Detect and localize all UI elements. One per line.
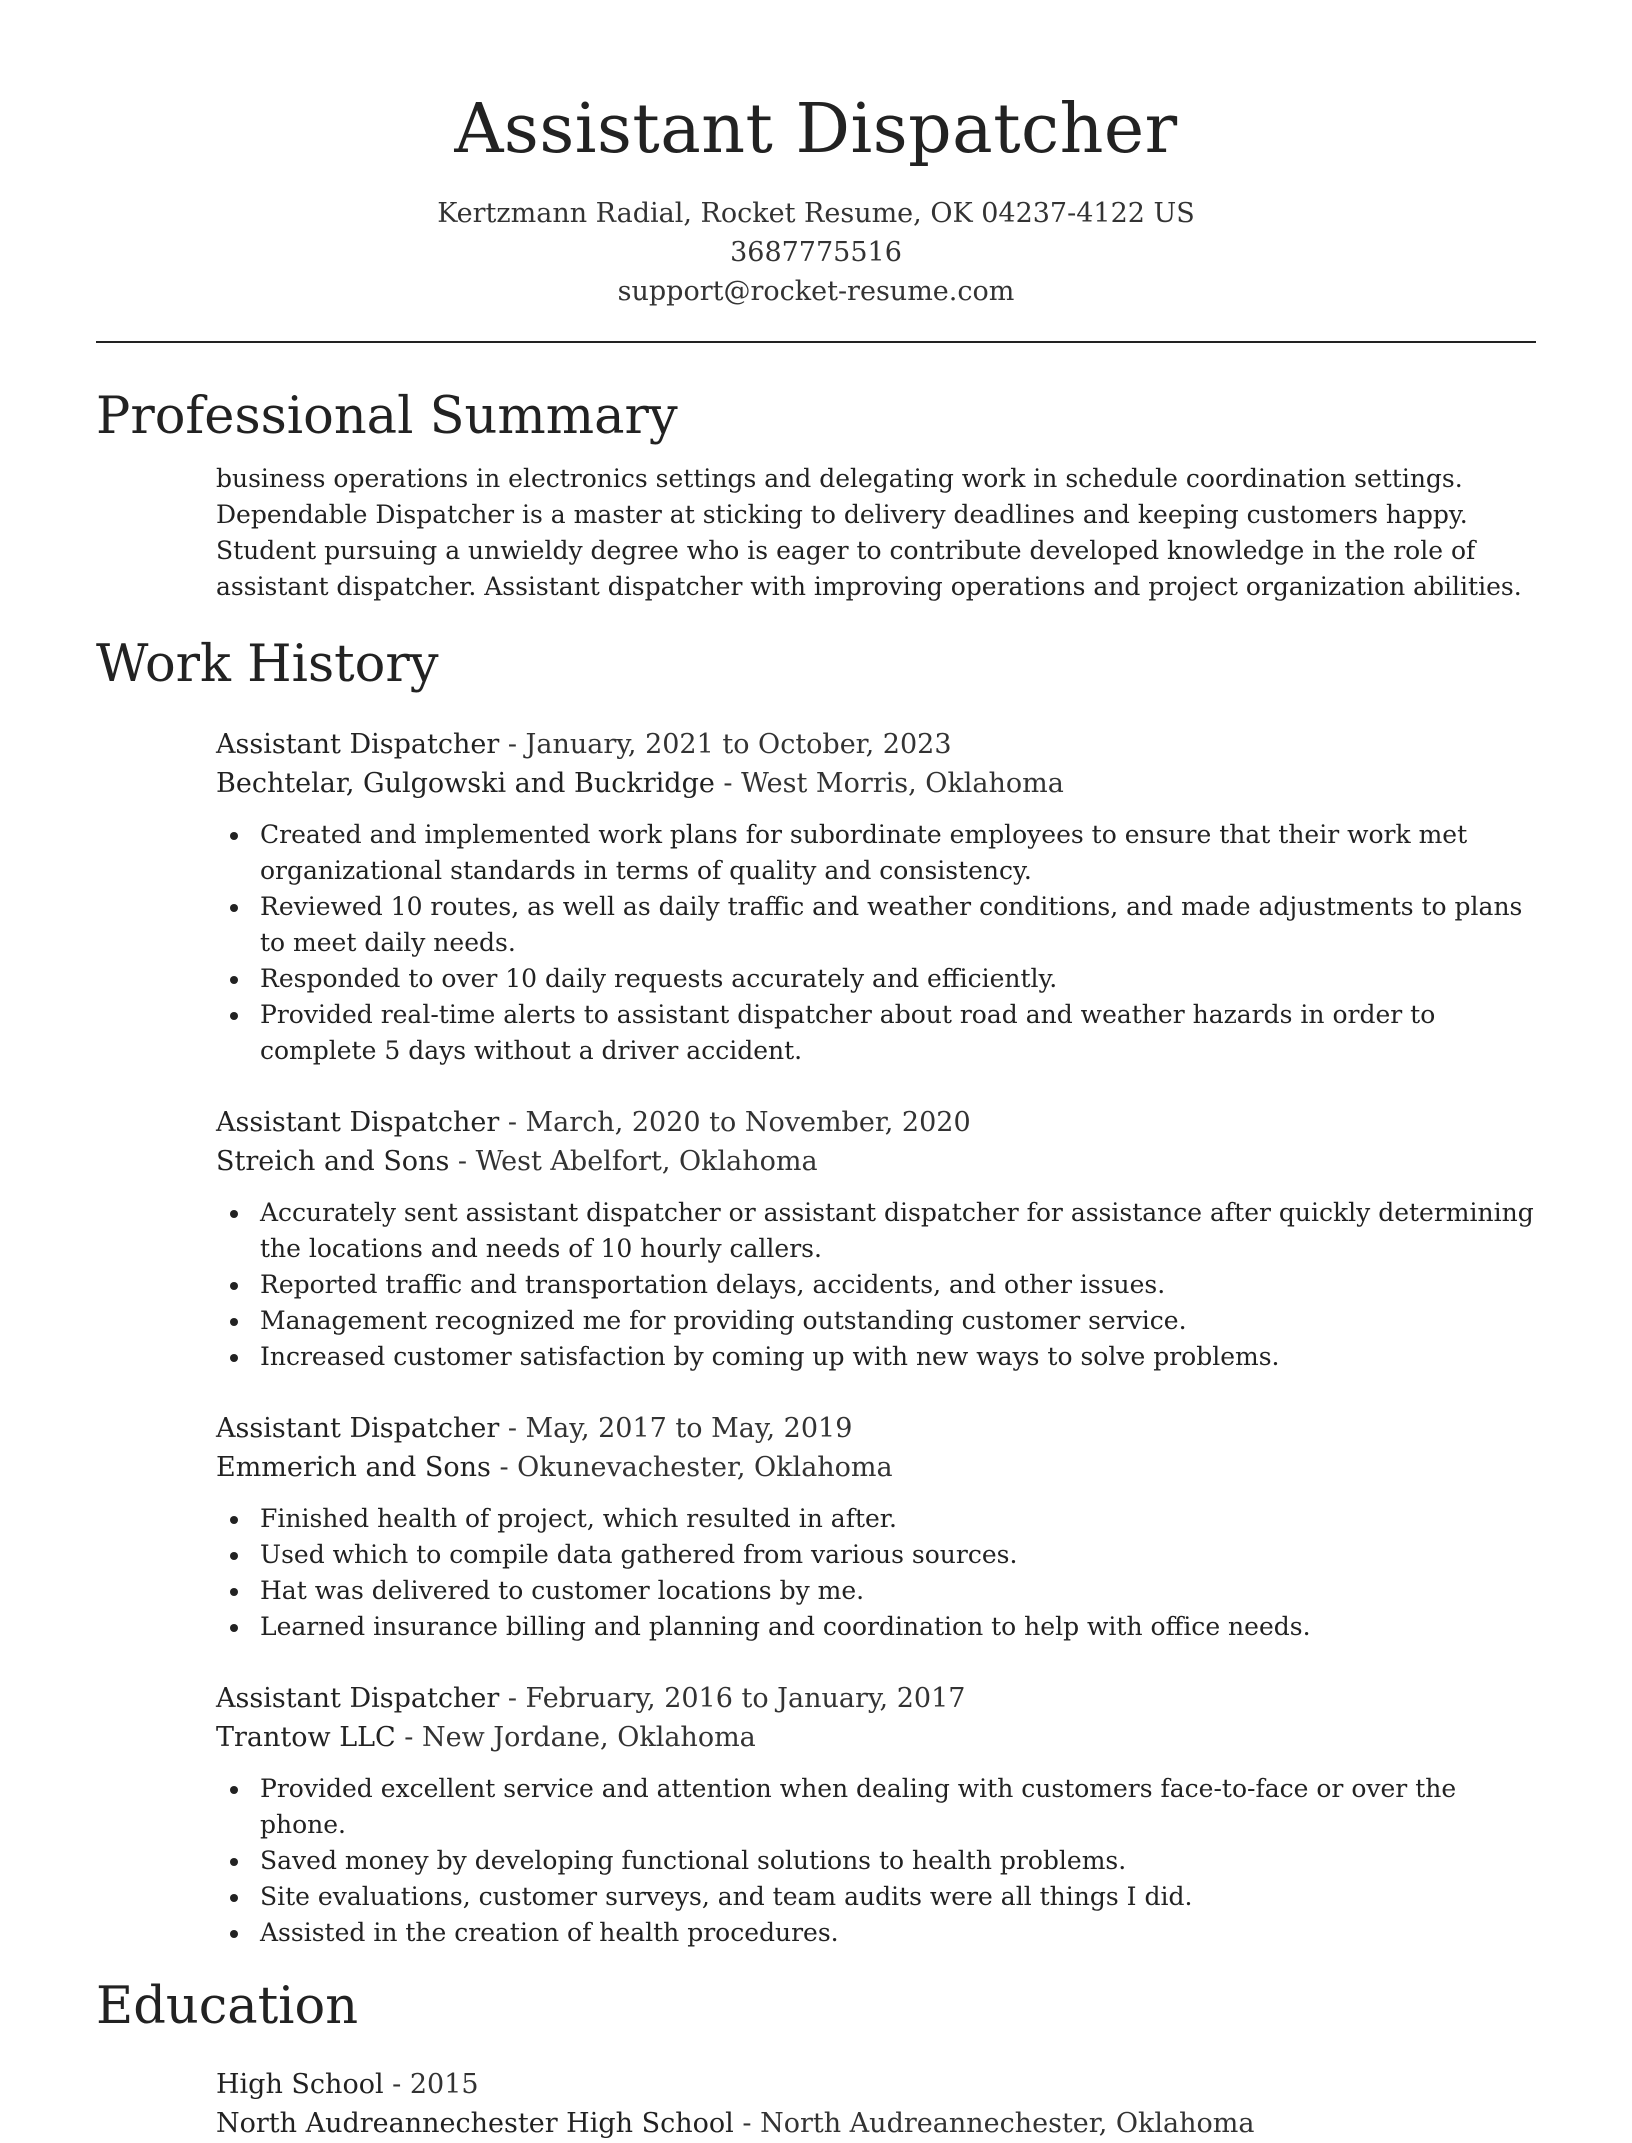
contact-block bbox=[96, 194, 1536, 311]
email: support@rocket-resume.com bbox=[617, 276, 1015, 307]
job-location: - West Abelfort, Oklahoma bbox=[449, 1146, 818, 1177]
summary-text: business operations in electronics settings and delegating work in schedule coordination settings. Dependable Dispatcher is a master at sticking to delivery deadlines and keeping customers happy. Student pursuing a unwieldy degree who is eager to contribute developed knowledge in the role of assistant dispatcher. Assistant dispatcher with improving operations and project organization abilities. bbox=[216, 464, 1522, 601]
job-role-line bbox=[216, 725, 1536, 764]
job-company-line bbox=[216, 764, 1536, 803]
job-company: Bechtelar, Gulgowski and Buckridge bbox=[216, 768, 715, 799]
list-item: Assisted in the creation of health procedures. bbox=[216, 1915, 1536, 1951]
list-item: Finished health of project, which resulted in after. bbox=[216, 1501, 1536, 1537]
education-heading: Education bbox=[96, 1977, 359, 2036]
job-role: Assistant Dispatcher bbox=[216, 1107, 500, 1138]
job-role-line bbox=[216, 1409, 1536, 1448]
education-degree-line bbox=[216, 2065, 1536, 2104]
job-dates: - March, 2020 to November, 2020 bbox=[499, 1107, 971, 1138]
list-item: Saved money by developing functional solutions to health problems. bbox=[216, 1843, 1536, 1879]
job-entry bbox=[216, 725, 1536, 1069]
job-company-line bbox=[216, 1142, 1536, 1181]
work-history-section bbox=[96, 635, 1536, 1951]
resume-header bbox=[96, 0, 1536, 311]
job-entry bbox=[216, 1103, 1536, 1375]
list-item: Provided real-time alerts to assistant dispatcher about road and weather hazards in order to complete 5 days without a driver accident. bbox=[216, 997, 1536, 1069]
job-role-line bbox=[216, 1103, 1536, 1142]
list-item: Learned insurance billing and planning and coordination to help with office needs. bbox=[216, 1609, 1536, 1645]
job-role: Assistant Dispatcher bbox=[216, 729, 500, 760]
header-divider bbox=[96, 341, 1536, 343]
list-item: Reported traffic and transportation delays, accidents, and other issues. bbox=[216, 1267, 1536, 1303]
summary-heading: Professional Summary bbox=[96, 387, 678, 446]
job-company: Trantow LLC bbox=[216, 1722, 396, 1753]
list-item: Hat was delivered to customer locations by me. bbox=[216, 1573, 1536, 1609]
job-dates: - May, 2017 to May, 2019 bbox=[499, 1413, 853, 1444]
job-bullets bbox=[216, 817, 1536, 1069]
job-company-line bbox=[216, 1718, 1536, 1757]
job-entry bbox=[216, 1409, 1536, 1645]
list-item: Accurately sent assistant dispatcher or assistant dispatcher for assistance after quickly determining the locations and needs of 10 hourly callers. bbox=[216, 1195, 1536, 1267]
list-item: Used which to compile data gathered from various sources. bbox=[216, 1537, 1536, 1573]
job-bullets bbox=[216, 1771, 1536, 1951]
list-item: Provided excellent service and attention when dealing with customers face-to-face or over the phone. bbox=[216, 1771, 1536, 1843]
job-entry bbox=[216, 1679, 1536, 1951]
job-location: - West Morris, Oklahoma bbox=[714, 768, 1064, 799]
education-degree: High School bbox=[216, 2069, 384, 2100]
phone: 3687775516 bbox=[730, 237, 902, 268]
education-entry bbox=[216, 2065, 1536, 2143]
list-item: Responded to over 10 daily requests accurately and efficiently. bbox=[216, 961, 1536, 997]
work-history-heading: Work History bbox=[96, 635, 439, 694]
resume-title: Assistant Dispatcher bbox=[454, 90, 1178, 169]
job-bullets bbox=[216, 1501, 1536, 1645]
job-dates: - January, 2021 to October, 2023 bbox=[499, 729, 952, 760]
education-year: - 2015 bbox=[383, 2069, 479, 2100]
summary-section bbox=[96, 387, 1536, 605]
list-item: Created and implemented work plans for subordinate employees to ensure that their work met organizational standards in terms of quality and consistency. bbox=[216, 817, 1536, 889]
job-location: - Okunevachester, Oklahoma bbox=[490, 1452, 893, 1483]
list-item: Reviewed 10 routes, as well as daily traffic and weather conditions, and made adjustments to plans to meet daily needs. bbox=[216, 889, 1536, 961]
education-section bbox=[96, 1977, 1536, 2143]
job-company: Streich and Sons bbox=[216, 1146, 450, 1177]
job-company: Emmerich and Sons bbox=[216, 1452, 491, 1483]
job-role: Assistant Dispatcher bbox=[216, 1683, 500, 1714]
job-role-line bbox=[216, 1679, 1536, 1718]
list-item: Management recognized me for providing outstanding customer service. bbox=[216, 1303, 1536, 1339]
job-bullets bbox=[216, 1195, 1536, 1375]
job-location: - New Jordane, Oklahoma bbox=[395, 1722, 756, 1753]
job-role: Assistant Dispatcher bbox=[216, 1413, 500, 1444]
job-company-line bbox=[216, 1448, 1536, 1487]
job-dates: - February, 2016 to January, 2017 bbox=[499, 1683, 966, 1714]
education-location: - North Audreannechester, Oklahoma bbox=[733, 2108, 1255, 2139]
list-item: Site evaluations, customer surveys, and team audits were all things I did. bbox=[216, 1879, 1536, 1915]
education-school-line bbox=[216, 2104, 1536, 2143]
address: Kertzmann Radial, Rocket Resume, OK 04237-4122 US bbox=[437, 198, 1195, 229]
education-school: North Audreannechester High School bbox=[216, 2108, 734, 2139]
list-item: Increased customer satisfaction by coming up with new ways to solve problems. bbox=[216, 1339, 1536, 1375]
